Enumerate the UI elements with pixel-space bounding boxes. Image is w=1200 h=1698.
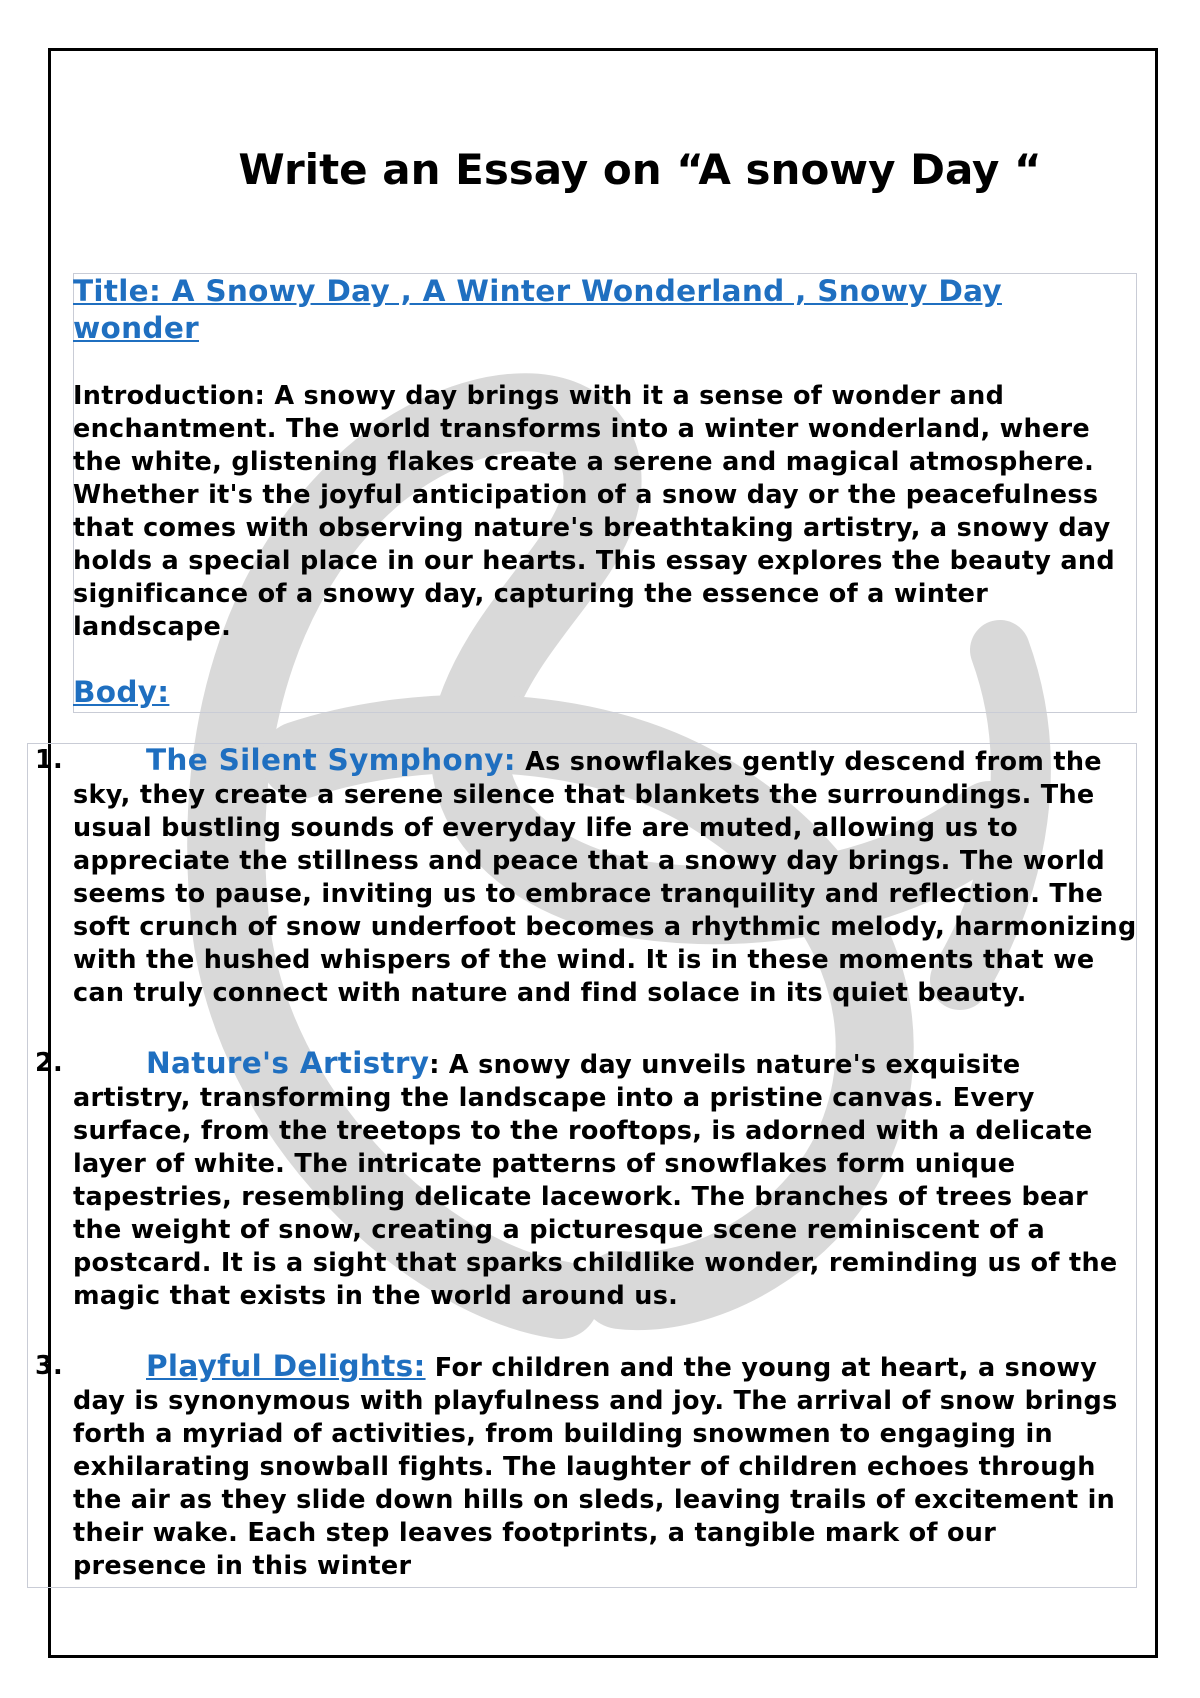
list-number: 1. bbox=[35, 745, 64, 775]
list-item-text: For children and the young at heart, a snowy day is synonymous with playfulness and joy. The arrival of snow brings forth a myriad of activities, from building snowmen to engaging in exhilarating snowball fights. The laughter of children echoes through the air as they slide down hills on sleds, leaving trails of excitement in their wake. Each step leaves footprints, a tangible mark of our presence in this winter bbox=[73, 1353, 1118, 1581]
list-item bbox=[35, 1046, 1138, 1313]
list-number: 2. bbox=[35, 1048, 64, 1078]
list-number: 3. bbox=[35, 1351, 64, 1381]
essay-title-link[interactable] bbox=[73, 273, 1138, 347]
introduction-paragraph: Introduction: A snowy day brings with it a sense of wonder and enchantment. The world transforms into a winter wonderland, where the white, glistening flakes create a serene and magical atmosphere. Whether it's the joyful anticipation of a snow day or the peacefulness that comes with observing nature's breathtaking artistry, a snowy day holds a special place in our hearts. This essay explores the beauty and significance of a snowy day, capturing the essence of a winter landscape. bbox=[73, 381, 1115, 642]
list-item-text: As snowflakes gently descend from the sky, they create a serene silence that blankets the surroundings. The usual bustling sounds of everyday life are muted, allowing us to appreciate the stillness and peace that a snowy day brings. The world seems to pause, inviting us to embrace tranquility and reflection. The soft crunch of snow underfoot becomes a rhythmic melody, harmonizing with the hushed whispers of the wind. It is in these moments that we can truly connect with nature and find solace in its quiet beauty. bbox=[73, 747, 1137, 1008]
essay-title-text[interactable]: Title: A Snowy Day , A Winter Wonderland , Snowy Day wonder bbox=[73, 274, 1002, 345]
list-item-heading-link[interactable]: Playful Delights: bbox=[146, 1349, 426, 1383]
document-title: Write an Essay on “A snowy Day “ bbox=[238, 145, 1042, 194]
body-heading-text[interactable]: Body: bbox=[73, 675, 170, 709]
list-item-heading: Nature's Artistry bbox=[146, 1046, 430, 1080]
list-item-text: : A snowy day unveils nature's exquisite artistry, transforming the landscape into a pristine canvas. Every surface, from the treetops to the rooftops, is adorned with a delicate layer of white. The intricate patterns of snowflakes form unique tapestries, resembling delicate lacework. The branches of trees bear the weight of snow, creating a picturesque scene reminiscent of a postcard. It is a sight that sparks childlike wonder, reminding us of the magic that exists in the world around us. bbox=[73, 1050, 1118, 1311]
list-item-heading: The Silent Symphony: bbox=[146, 743, 516, 777]
body-heading[interactable] bbox=[73, 674, 1138, 711]
list-item bbox=[35, 1349, 1138, 1583]
list-item bbox=[35, 743, 1138, 1010]
